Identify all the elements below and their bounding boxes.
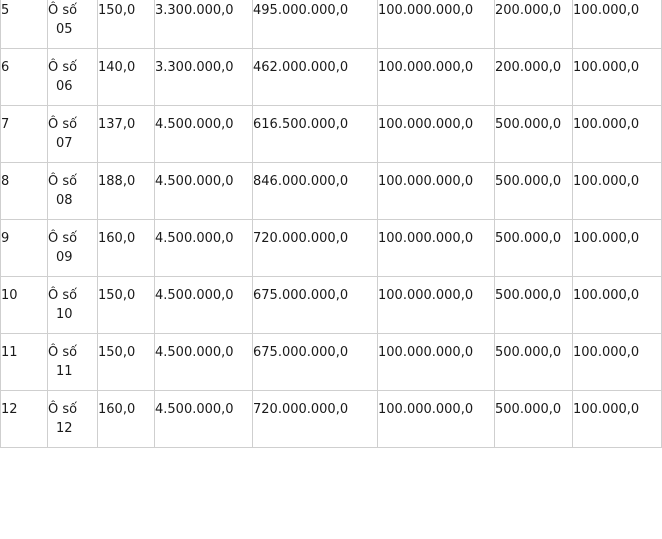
file-price-cell: 100.000,0 xyxy=(573,49,662,106)
lot-prefix: Ô số xyxy=(48,288,78,303)
deposit-cell: 100.000.000,0 xyxy=(378,391,495,448)
stt-cell: 11 xyxy=(1,334,48,391)
total-price-cell: 720.000.000,0 xyxy=(253,391,378,448)
area-cell: 137,0 xyxy=(98,106,155,163)
lot-prefix: Ô số xyxy=(48,60,78,75)
area-cell: 150,0 xyxy=(98,334,155,391)
unit-price-cell: 4.500.000,0 xyxy=(155,106,253,163)
area-cell: 160,0 xyxy=(98,391,155,448)
fee-cell: 500.000,0 xyxy=(495,391,573,448)
stt-cell: 10 xyxy=(1,277,48,334)
table-row xyxy=(1,220,662,277)
fee-cell: 500.000,0 xyxy=(495,163,573,220)
unit-price-cell: 4.500.000,0 xyxy=(155,220,253,277)
fee-cell: 500.000,0 xyxy=(495,106,573,163)
total-price-cell: 616.500.000,0 xyxy=(253,106,378,163)
deposit-cell: 100.000.000,0 xyxy=(378,277,495,334)
total-price-cell: 846.000.000,0 xyxy=(253,163,378,220)
lot-number: 10 xyxy=(56,307,73,322)
lot-prefix: Ô số xyxy=(48,231,78,246)
stt-cell: 5 xyxy=(1,0,48,49)
lot-number: 05 xyxy=(56,22,73,37)
lot-prefix: Ô số xyxy=(48,402,78,417)
lot-number: 11 xyxy=(56,364,73,379)
deposit-cell: 100.000.000,0 xyxy=(378,334,495,391)
total-price-cell: 462.000.000,0 xyxy=(253,49,378,106)
deposit-cell: 100.000.000,0 xyxy=(378,49,495,106)
stt-cell: 12 xyxy=(1,391,48,448)
unit-price-cell: 3.300.000,0 xyxy=(155,0,253,49)
lot-number: 06 xyxy=(56,79,73,94)
lot-name-cell xyxy=(48,0,98,49)
table-row xyxy=(1,334,662,391)
lot-prefix: Ô số xyxy=(48,345,78,360)
table-row xyxy=(1,49,662,106)
area-cell: 140,0 xyxy=(98,49,155,106)
area-cell: 188,0 xyxy=(98,163,155,220)
fee-cell: 500.000,0 xyxy=(495,220,573,277)
total-price-cell: 720.000.000,0 xyxy=(253,220,378,277)
file-price-cell: 100.000,0 xyxy=(573,391,662,448)
area-cell: 150,0 xyxy=(98,277,155,334)
unit-price-cell: 4.500.000,0 xyxy=(155,391,253,448)
fee-cell: 200.000,0 xyxy=(495,49,573,106)
file-price-cell: 100.000,0 xyxy=(573,106,662,163)
total-price-cell: 675.000.000,0 xyxy=(253,334,378,391)
lot-name-cell xyxy=(48,49,98,106)
deposit-cell: 100.000.000,0 xyxy=(378,163,495,220)
unit-price-cell: 4.500.000,0 xyxy=(155,163,253,220)
total-price-cell: 495.000.000,0 xyxy=(253,0,378,49)
table-body xyxy=(1,0,662,448)
deposit-cell: 100.000.000,0 xyxy=(378,0,495,49)
lot-name-cell xyxy=(48,163,98,220)
lot-number: 07 xyxy=(56,136,73,151)
lot-number: 12 xyxy=(56,421,73,436)
lot-number: 08 xyxy=(56,193,73,208)
table-row xyxy=(1,391,662,448)
lot-prefix: Ô số xyxy=(48,174,78,189)
file-price-cell: 100.000,0 xyxy=(573,334,662,391)
table-row xyxy=(1,106,662,163)
lot-prefix: Ô số xyxy=(48,117,78,132)
stt-cell: 8 xyxy=(1,163,48,220)
fee-cell: 500.000,0 xyxy=(495,334,573,391)
lot-number: 09 xyxy=(56,250,73,265)
fee-cell: 500.000,0 xyxy=(495,277,573,334)
unit-price-cell: 4.500.000,0 xyxy=(155,334,253,391)
lot-name-cell xyxy=(48,334,98,391)
stt-cell: 6 xyxy=(1,49,48,106)
lot-prefix: Ô số xyxy=(48,3,78,18)
stt-cell: 7 xyxy=(1,106,48,163)
table-row xyxy=(1,163,662,220)
unit-price-cell: 4.500.000,0 xyxy=(155,277,253,334)
file-price-cell: 100.000,0 xyxy=(573,163,662,220)
file-price-cell: 100.000,0 xyxy=(573,0,662,49)
unit-price-cell: 3.300.000,0 xyxy=(155,49,253,106)
stt-cell: 9 xyxy=(1,220,48,277)
table-row xyxy=(1,277,662,334)
file-price-cell: 100.000,0 xyxy=(573,220,662,277)
deposit-cell: 100.000.000,0 xyxy=(378,106,495,163)
table-row xyxy=(1,0,662,49)
deposit-cell: 100.000.000,0 xyxy=(378,220,495,277)
lot-name-cell xyxy=(48,391,98,448)
total-price-cell: 675.000.000,0 xyxy=(253,277,378,334)
lot-name-cell xyxy=(48,220,98,277)
lot-name-cell xyxy=(48,277,98,334)
fee-cell: 200.000,0 xyxy=(495,0,573,49)
file-price-cell: 100.000,0 xyxy=(573,277,662,334)
lot-name-cell xyxy=(48,106,98,163)
area-cell: 150,0 xyxy=(98,0,155,49)
area-cell: 160,0 xyxy=(98,220,155,277)
